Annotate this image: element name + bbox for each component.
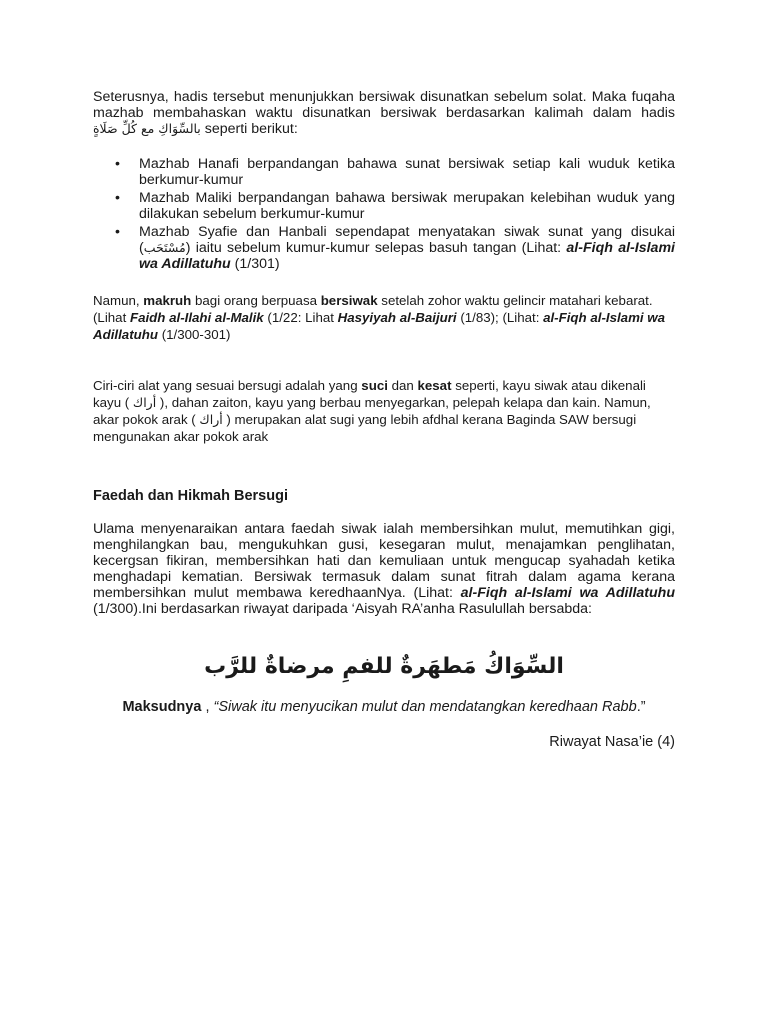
reference-title: al-Fiqh al-Islami wa Adillatuhu <box>460 585 675 601</box>
paragraph-text: dan <box>387 378 418 393</box>
paragraph-text: Seterusnya, hadis tersebut menunjukkan bersiwak disunatkan sebelum solat. Maka fuqaha mazhab membahaskan waktu disunatkan bersiwak berdasarkan kalimah dalam hadis <box>93 89 675 121</box>
paragraph-text: Ciri-ciri alat yang sesuai bersugi adalah yang <box>93 378 362 393</box>
list-item-syafie-hanbali <box>93 224 675 272</box>
paragraph-text: Ulama menyenaraikan antara faedah siwak ialah membersihkan mulut, memutihkan gigi, menghilangkan bau, mengukuhkan gusi, kesegaran mulut, menajamkan penglihatan, kecergsan fikiran, membersihkan hati dan kemuliaan untuk mengucap syahadah ketika menghadapi kematian. Bersiwak termasuk dalam sunat fitrah dalam agama kerana membersihkan mulut membawa keredhaanNya. (Lihat: <box>93 521 675 601</box>
bold-term: makruh <box>143 293 192 308</box>
paragraph-text: (1/83); (Lihat: <box>456 310 544 325</box>
reference-title: Faidh al-Ilahi al-Malik <box>129 310 264 325</box>
reference-title: al-Fiqh al-Islami wa Adillatuhu <box>93 310 666 342</box>
bold-term: kesat <box>417 378 452 393</box>
quote-end: .” <box>636 699 646 715</box>
arabic-term: أراك <box>199 412 223 427</box>
paragraph-faedah <box>93 521 675 617</box>
bullet-icon: • <box>115 224 120 240</box>
bold-term: suci <box>361 378 388 393</box>
bold-term: bersiwak <box>320 293 378 308</box>
section-heading: Faedah dan Hikmah Bersugi <box>93 488 288 504</box>
arabic-term: أراك <box>132 395 157 410</box>
paragraph-text: ) merupakan alat sugi yang lebih afdhal kerana Baginda SAW bersugi mengunakan akar pokok arak <box>93 412 637 444</box>
hadith-meaning <box>93 699 675 715</box>
list-item-text: Mazhab Syafie dan Hanbali sependapat menyatakan siwak sunat yang disukai ( <box>139 224 675 256</box>
separator: , <box>201 699 214 715</box>
paragraph-makruh <box>93 292 675 343</box>
paragraph-text: (1/22: Lihat <box>263 310 338 325</box>
paragraph-text: bagi orang berpuasa <box>191 293 321 308</box>
bullet-icon: • <box>115 190 120 206</box>
paragraph-text: Namun, <box>93 293 144 308</box>
mazhab-list <box>93 156 675 272</box>
list-item-text: Mazhab Hanafi berpandangan bahawa sunat bersiwak setiap kali wuduk ketika berkumur-kumur <box>139 156 675 188</box>
hadith-arabic: السِّوَاكُ مَطهَرةٌ للفمِ مرضاةٌ للرَّب <box>204 654 564 679</box>
reference-title: Hasyiyah al-Baijuri <box>337 310 457 325</box>
meaning-label: Maksudnya <box>122 699 202 715</box>
arabic-term: مُسْتَحَب <box>143 240 186 255</box>
list-item-hanafi <box>93 156 675 188</box>
reference-page: (1/301) <box>230 256 280 272</box>
paragraph-text: ), dahan zaiton, kayu yang berbau menyegarkan, pelepah kelapa dan kain. Namun, akar pokok arak ( <box>93 395 651 427</box>
paragraph-text: setelah zohor waktu gelincir matahari kebarat. (Lihat <box>93 293 653 325</box>
hadith-source: Riwayat Nasa’ie (4) <box>549 734 675 750</box>
paragraph-hadis-waktu <box>93 89 675 137</box>
paragraph-text: seperti, kayu siwak atau dikenali kayu ( <box>93 378 646 410</box>
reference-title: al-Fiqh al-Islami wa Adillatuhu <box>139 240 675 272</box>
paragraph-text: seperti berikut: <box>200 121 298 137</box>
paragraph-ciri-alat <box>93 377 675 445</box>
arabic-phrase: بالسِّوَاكِ مع كُلِّ صَلَاةٍ <box>93 121 201 136</box>
list-item-text: Mazhab Maliki berpandangan bahawa bersiwak merupakan kelebihan wuduk yang dilakukan sebelum berkumur-kumur <box>139 190 675 222</box>
paragraph-text: (1/300).Ini berdasarkan riwayat daripada ‘Aisyah RA’anha Rasulullah bersabda: <box>93 601 592 617</box>
meaning-quote: “Siwak itu menyucikan mulut dan mendatangkan keredhaan Rabb <box>213 699 637 715</box>
list-item-maliki <box>93 190 675 222</box>
paragraph-text: (1/300-301) <box>158 327 231 342</box>
list-item-text: ) iaitu sebelum kumur-kumur selepas basuh tangan (Lihat: <box>185 240 567 256</box>
bullet-icon: • <box>115 156 120 172</box>
